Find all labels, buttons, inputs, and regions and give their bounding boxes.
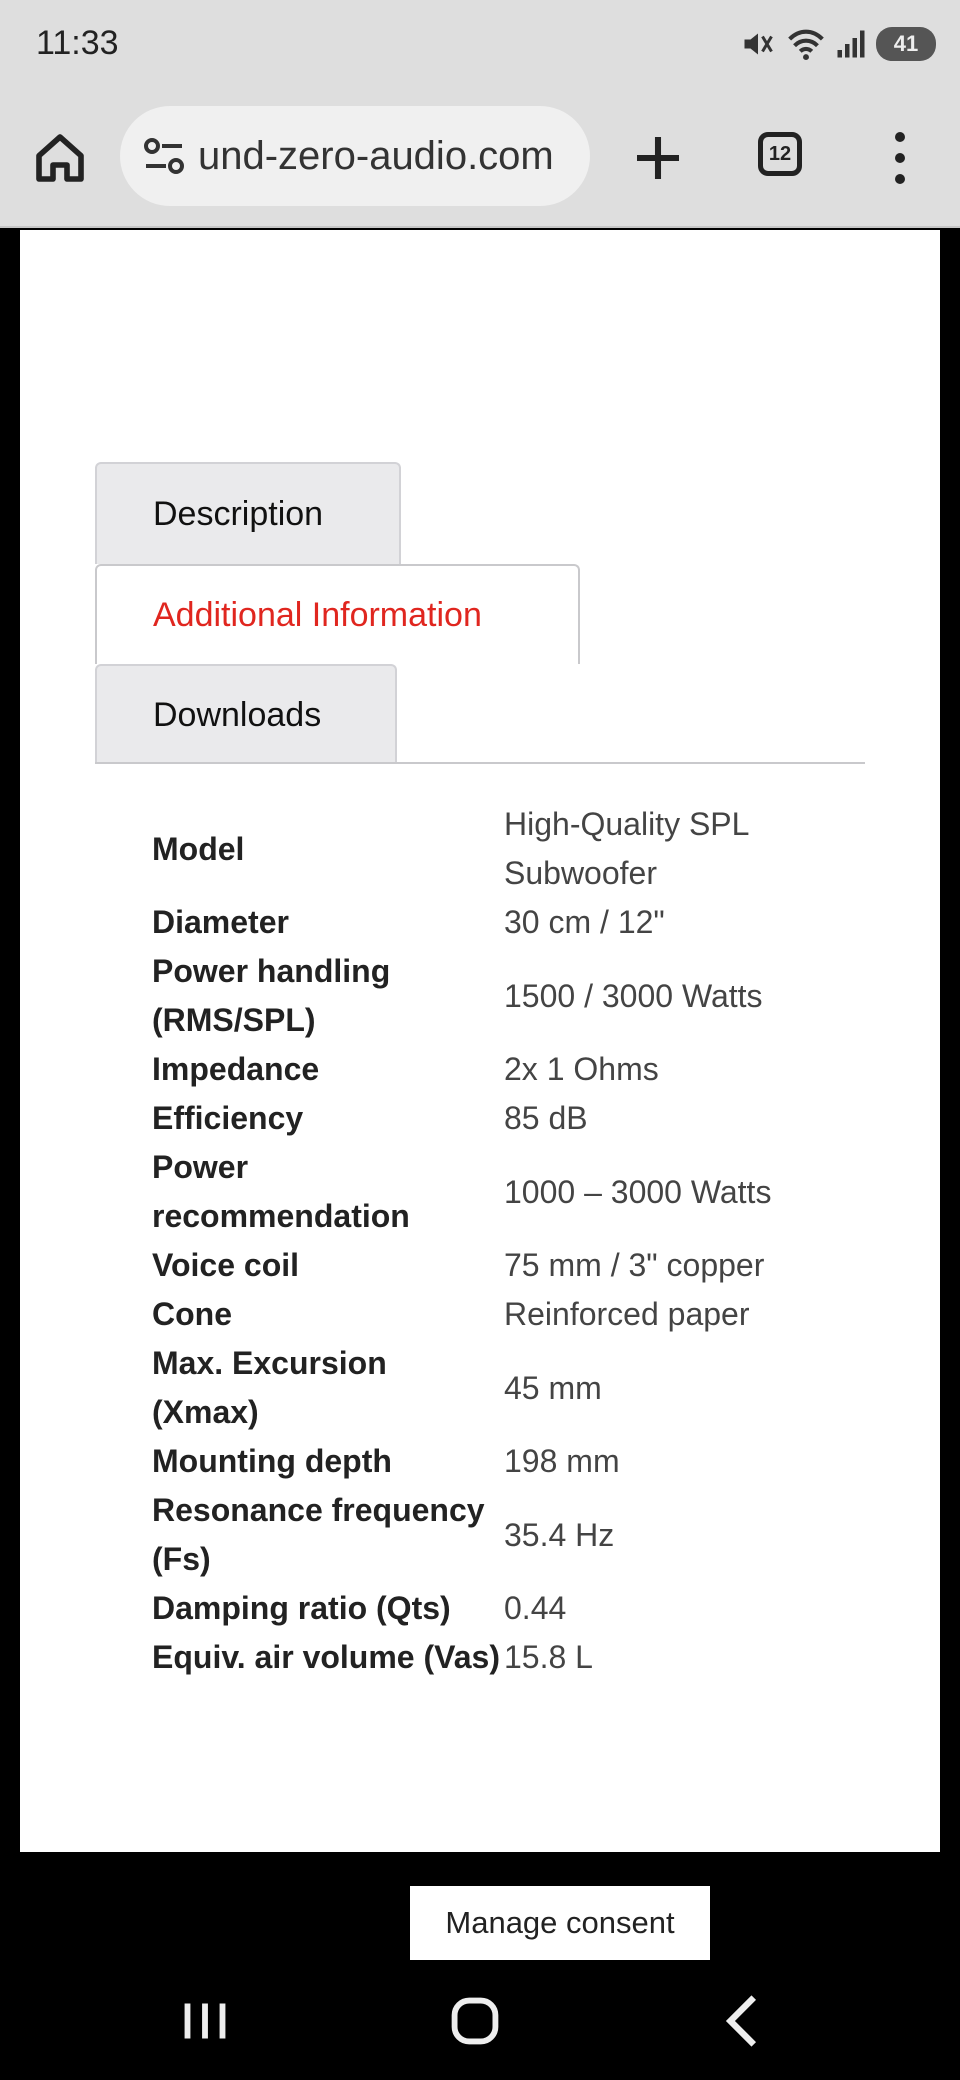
- spec-row: [152, 947, 852, 1045]
- page-content: [20, 230, 940, 1852]
- spec-key: Efficiency: [152, 1100, 304, 1136]
- spec-key: Power handling (RMS/SPL): [152, 953, 391, 1038]
- spec-value: 15.8 L: [504, 1639, 593, 1675]
- tab-additional-information[interactable]: Additional Information: [95, 564, 580, 664]
- spec-row: [152, 1437, 852, 1486]
- signal-icon: [836, 28, 866, 60]
- browser-toolbar: [0, 92, 960, 228]
- spec-row: [152, 1633, 852, 1682]
- home-icon[interactable]: [32, 130, 88, 186]
- tab-description[interactable]: Description: [95, 462, 401, 564]
- spec-value: 45 mm: [504, 1369, 602, 1406]
- spec-value: 1500 / 3000 Watts: [504, 977, 763, 1014]
- spec-value: 85 dB: [504, 1100, 588, 1136]
- specifications-table: [152, 800, 852, 1682]
- spec-key: Power recommendation: [152, 1149, 410, 1234]
- new-tab-icon[interactable]: [630, 130, 686, 186]
- more-menu-icon[interactable]: [880, 128, 920, 188]
- spec-key: Model: [152, 830, 245, 867]
- manage-consent-button[interactable]: Manage consent: [410, 1886, 710, 1960]
- spec-key: Impedance: [152, 1051, 320, 1087]
- spec-value: 30 cm / 12": [504, 904, 665, 940]
- spec-row: [152, 1241, 852, 1290]
- site-settings-icon[interactable]: [140, 132, 188, 180]
- spec-row: [152, 1290, 852, 1339]
- spec-value: 198 mm: [504, 1443, 620, 1479]
- back-icon[interactable]: [710, 1986, 780, 2056]
- spec-row: [152, 1486, 852, 1584]
- url-text: und-zero-audio.com: [198, 133, 554, 178]
- spec-key: Resonance frequency (Fs): [152, 1492, 485, 1577]
- spec-row: [152, 1584, 852, 1633]
- status-icons: [740, 26, 936, 62]
- address-bar[interactable]: [120, 106, 590, 206]
- status-bar: [0, 0, 960, 92]
- home-nav-icon[interactable]: [440, 1986, 510, 2056]
- tab-downloads[interactable]: Downloads: [95, 664, 397, 764]
- system-nav-bar: [0, 1960, 960, 2080]
- wifi-icon: [786, 26, 826, 62]
- spec-row: [152, 1045, 852, 1094]
- spec-key: Voice coil: [152, 1247, 300, 1283]
- spec-key: Mounting depth: [152, 1443, 392, 1479]
- tab-switcher-button[interactable]: 12: [758, 132, 802, 176]
- spec-key: Max. Excursion (Xmax): [152, 1345, 387, 1430]
- status-time: 11:33: [36, 24, 119, 62]
- spec-row: [152, 800, 852, 898]
- tab-divider: [95, 762, 865, 764]
- spec-value: 75 mm / 3" copper: [504, 1247, 765, 1283]
- mute-icon: [740, 26, 776, 62]
- spec-key: Equiv. air volume (Vas): [152, 1639, 500, 1675]
- spec-value: 1000 – 3000 Watts: [504, 1173, 772, 1210]
- spec-key: Damping ratio (Qts): [152, 1590, 451, 1626]
- spec-row: [152, 1143, 852, 1241]
- spec-value: 35.4 Hz: [504, 1516, 615, 1553]
- battery-indicator: 41: [876, 27, 936, 61]
- spec-value: 2x 1 Ohms: [504, 1051, 659, 1087]
- spec-key: Cone: [152, 1296, 232, 1332]
- spec-row: [152, 1094, 852, 1143]
- spec-key: Diameter: [152, 904, 289, 940]
- spec-value: Reinforced paper: [504, 1296, 750, 1332]
- recent-apps-icon[interactable]: [170, 1986, 240, 2056]
- spec-value: 0.44: [504, 1590, 567, 1626]
- spec-row: [152, 898, 852, 947]
- spec-row: [152, 1339, 852, 1437]
- spec-value: High-Quality SPL Subwoofer: [504, 806, 749, 891]
